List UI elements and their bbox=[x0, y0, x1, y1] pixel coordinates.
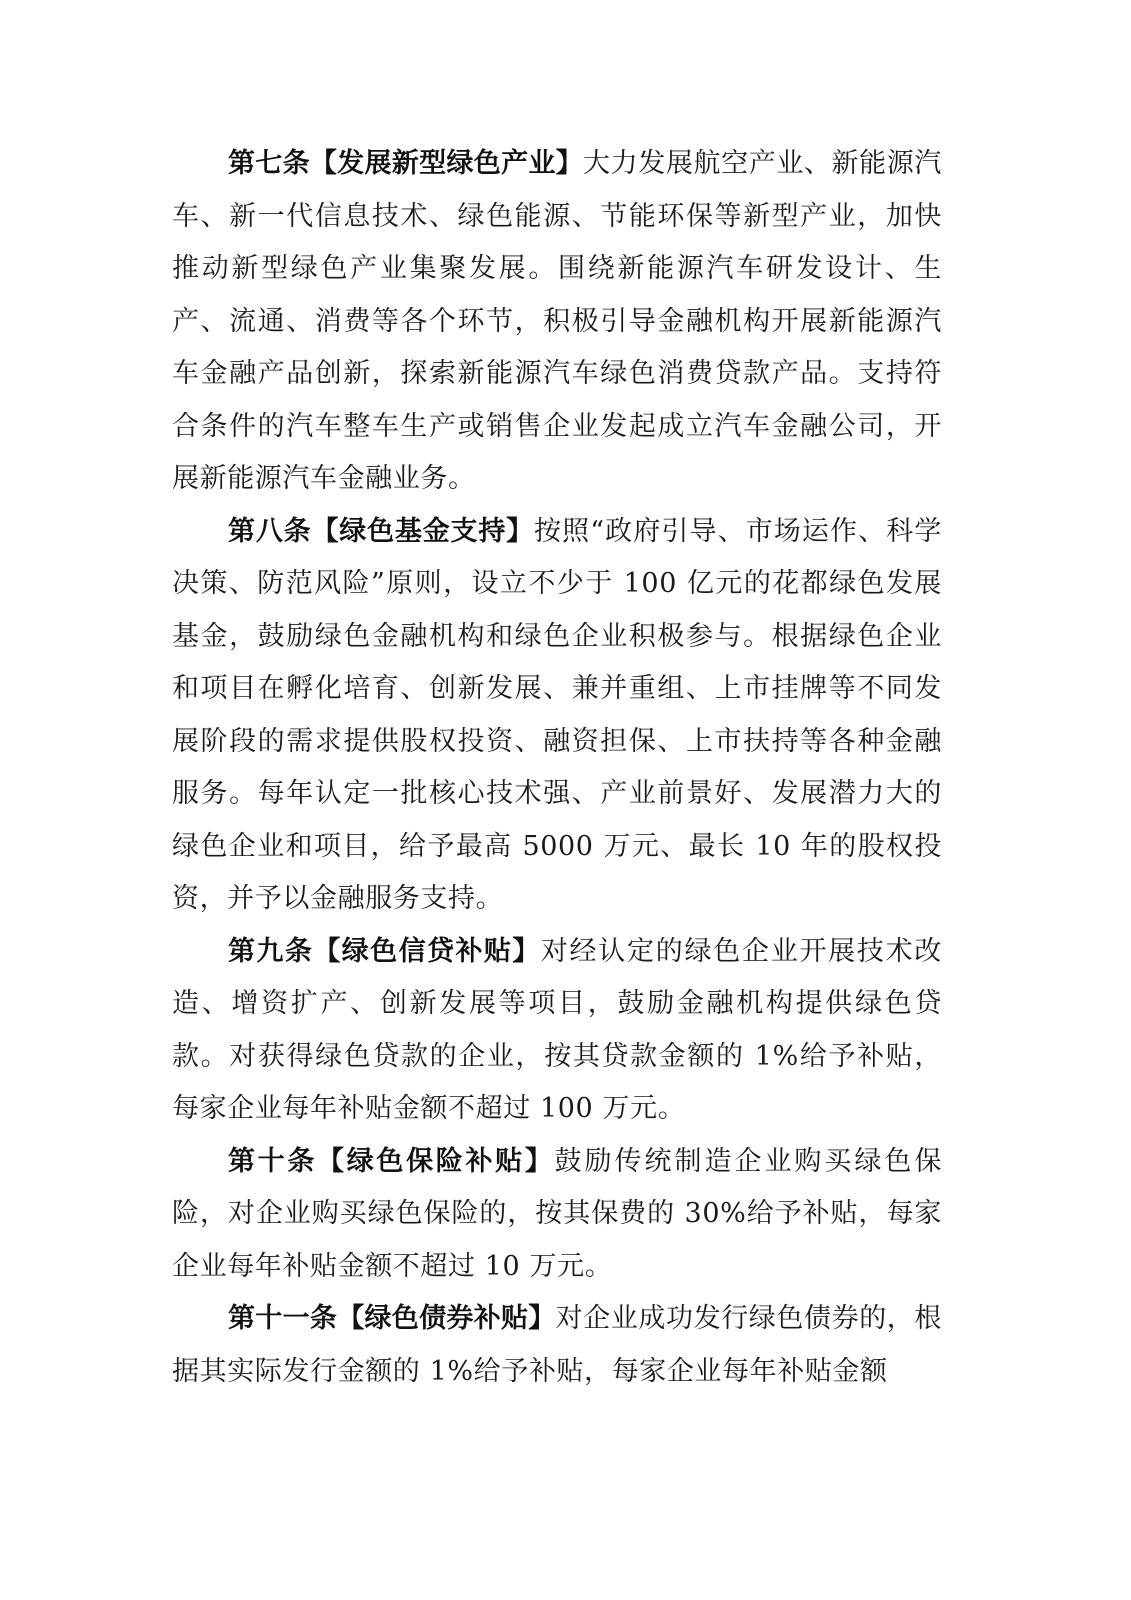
article-9-title: 第九条【绿色信贷补贴】 bbox=[228, 935, 541, 967]
article-9 bbox=[172, 926, 942, 1136]
article-7-body: 大力发展航空产业、新能源汽车、新一代信息技术、绿色能源、节能环保等新型产业，加快推动新型绿色产业集聚发展。围绕新能源汽车研发设计、生产、流通、消费等各个环节，积极引导金融机构开展新能源汽车金融产品创新，探索新能源汽车绿色消费贷款产品。支持符合条件的汽车整车生产或销售企业发起成立汽车金融公司，开展新能源汽车金融业务。 bbox=[172, 148, 942, 494]
article-8 bbox=[172, 506, 942, 926]
document-body bbox=[172, 138, 942, 1398]
article-10-body: 鼓励传统制造企业购买绿色保险，对企业购买绿色保险的，按其保费的 30%给予补贴，每家企业每年补贴金额不超过 10 万元。 bbox=[172, 1145, 942, 1282]
article-11-body: 对企业成功发行绿色债券的，根据其实际发行金额的 1%给予补贴，每家企业每年补贴金额 bbox=[172, 1303, 943, 1387]
article-10 bbox=[172, 1136, 942, 1294]
article-9-body: 对经认定的绿色企业开展技术改造、增资扩产、创新发展等项目，鼓励金融机构提供绿色贷款。对获得绿色贷款的企业，按其贷款金额的 1%给予补贴，每家企业每年补贴金额不超过 100 万元。 bbox=[172, 935, 942, 1124]
article-7 bbox=[172, 138, 942, 506]
article-11-title: 第十一条【绿色债券补贴】 bbox=[228, 1303, 556, 1334]
article-7-title: 第七条【发展新型绿色产业】 bbox=[228, 148, 584, 179]
article-11 bbox=[172, 1293, 942, 1398]
article-8-title: 第八条【绿色基金支持】 bbox=[228, 515, 534, 547]
article-8-body: 按照“政府引导、市场运作、科学决策、防范风险”原则，设立不少于 100 亿元的花都绿色发展基金，鼓励绿色金融机构和绿色企业积极参与。根据绿色企业和项目在孵化培育、创新发展、兼并重组、上市挂牌等不同发展阶段的需求提供股权投资、融资担保、上市扶持等各种金融服务。每年认定一批核心技术强、产业前景好、发展潜力大的绿色企业和项目，给予最高 5000 万元、最长 10 年的股权投资，并予以金融服务支持。 bbox=[172, 515, 942, 914]
article-10-title: 第十条【绿色保险补贴】 bbox=[228, 1145, 555, 1177]
